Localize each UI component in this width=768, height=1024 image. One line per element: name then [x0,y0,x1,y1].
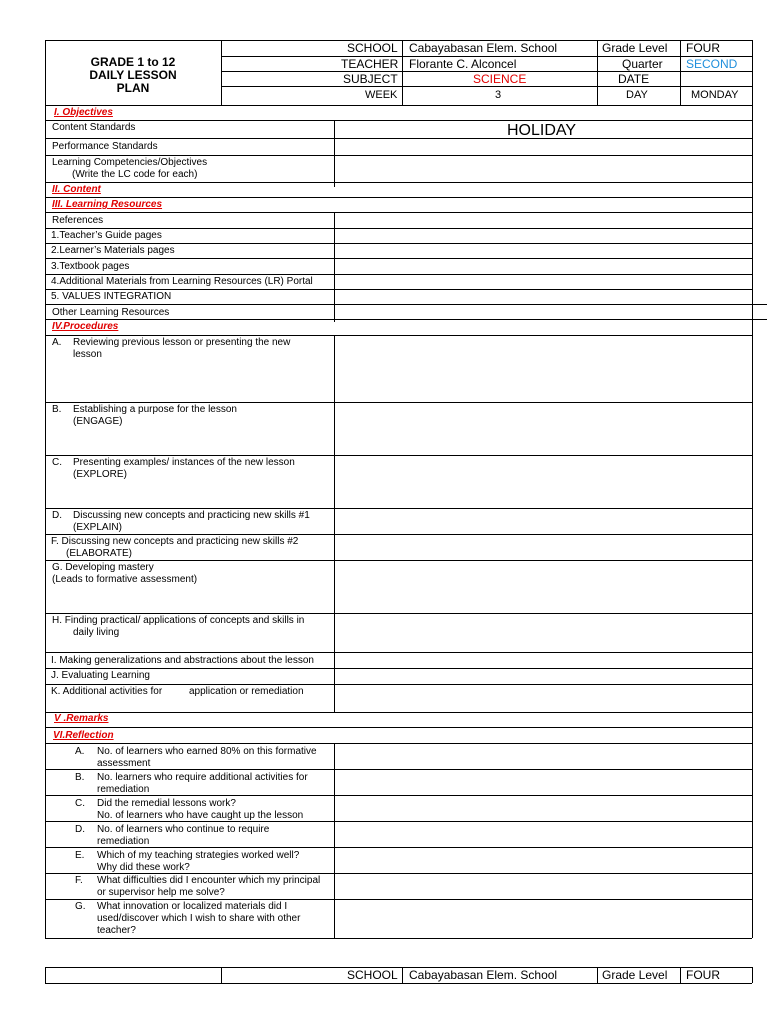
subject-value: SCIENCE [473,72,527,86]
competencies-label-line-1: Learning Competencies/Objectives [52,157,208,168]
values-integration-label: 5. VALUES INTEGRATION [51,291,172,302]
subject-label: SUBJECT [343,72,398,86]
reflection-g-line-3: teacher? [97,925,136,936]
reflection-b-line-1: No. learners who require additional activities for [97,772,308,783]
reflection-e-letter: E. [75,850,85,861]
reflection-e-line-1: Which of my teaching strategies worked well? [97,850,300,861]
reflection-a-letter: A. [75,746,85,757]
reflection-e-line-2: Why did these work? [97,862,190,873]
quarter-value: SECOND [686,57,738,71]
reflection-f-letter: F. [75,875,83,886]
reflection-f-line-2: or supervisor help me solve? [97,887,225,898]
next-school-value: Cabayabasan Elem. School [409,968,558,982]
procedure-k-line-2: application or remediation [189,686,304,697]
learners-materials-label: 2.Learner’s Materials pages [51,245,175,256]
procedure-a-line-2: lesson [73,349,102,360]
teacher-label: TEACHER [341,57,399,71]
procedure-d-line-2: (EXPLAIN) [73,522,122,533]
next-school-label: SCHOOL [347,968,398,982]
page-title [48,56,218,95]
procedure-h-line-1: H. Finding practical/ applications of concepts and skills in [52,615,305,626]
date-label: DATE [618,72,650,86]
day-label: DAY [626,89,648,101]
section-remarks: V .Remarks [54,713,109,724]
title-line-1: GRADE 1 to 12 [90,55,176,69]
procedure-k-line-1: K. Additional activities for [51,686,163,697]
procedure-b-line-2: (ENGAGE) [73,416,123,427]
grade-level-label: Grade Level [602,41,668,55]
school-label: SCHOOL [347,41,398,55]
reflection-g-line-2: used/discover which I wish to share with other [97,913,301,924]
procedure-c-line-2: (EXPLORE) [73,469,127,480]
procedure-c-line-1: Presenting examples/ instances of the new lesson [73,457,295,468]
procedure-a-letter: A. [52,337,62,348]
week-value: 3 [495,89,502,101]
title-line-3: PLAN [116,81,150,95]
reflection-g-line-1: What innovation or localized materials did I [97,901,288,912]
reflection-g-letter: G. [75,901,86,912]
procedure-d-line-1: Discussing new concepts and practicing new skills #1 [73,510,310,521]
section-procedures: IV.Procedures [52,321,119,332]
references-label: References [52,215,104,226]
next-grade-level-value: FOUR [686,968,720,982]
teachers-guide-label: 1.Teacher’s Guide pages [51,230,162,241]
reflection-a-line-2: assessment [97,758,151,769]
procedure-a-line-1: Reviewing previous lesson or presenting the new [73,337,291,348]
reflection-b-letter: B. [75,772,85,783]
reflection-d-letter: D. [75,824,85,835]
procedure-g-line-1: G. Developing mastery [52,562,154,573]
procedure-b-letter: B. [52,404,62,415]
reflection-b-line-2: remediation [97,784,150,795]
teacher-value: Florante C. Alconcel [409,57,517,71]
reflection-c-line-2: No. of learners who have caught up the lesson [97,810,304,821]
procedure-d-letter: D. [52,510,62,521]
procedure-f-line-2: (ELABORATE) [66,548,132,559]
grade-level-value: FOUR [686,41,720,55]
additional-materials-label: 4.Additional Materials from Learning Resources (LR) Portal [51,276,313,287]
school-value: Cabayabasan Elem. School [409,41,558,55]
procedure-g-line-2: (Leads to formative assessment) [52,574,198,585]
competencies-label-line-2: (Write the LC code for each) [72,169,198,180]
day-value: MONDAY [691,89,739,101]
section-content: II. Content [52,184,101,195]
procedure-b-line-1: Establishing a purpose for the lesson [73,404,237,415]
procedure-j-label: J. Evaluating Learning [51,670,150,681]
procedure-c-letter: C. [52,457,62,468]
section-learning-resources: III. Learning Resources [52,199,163,210]
reflection-a-line-1: No. of learners who earned 80% on this formative [97,746,317,757]
other-resources-label: Other Learning Resources [52,307,170,318]
reflection-c-letter: C. [75,798,85,809]
holiday-text: HOLIDAY [507,122,577,139]
procedure-h-line-2: daily living [73,627,120,638]
textbook-label: 3.Textbook pages [51,261,130,272]
week-label: WEEK [365,89,398,101]
procedure-i-label: I. Making generalizations and abstractions about the lesson [51,655,314,666]
reflection-f-line-1: What difficulties did I encounter which my principal [97,875,321,886]
reflection-d-line-1: No. of learners who continue to require [97,824,270,835]
reflection-c-line-1: Did the remedial lessons work? [97,798,236,809]
reflection-d-line-2: remediation [97,836,150,847]
next-grade-level-label: Grade Level [602,968,668,982]
title-line-2: DAILY LESSON [89,68,177,82]
section-reflection: VI.Reflection [53,730,114,741]
procedure-f-line-1: F. Discussing new concepts and practicing new skills #2 [51,536,299,547]
performance-standards-label: Performance Standards [52,141,158,152]
content-standards-label: Content Standards [52,122,136,133]
quarter-label: Quarter [622,57,663,71]
section-objectives: I. Objectives [54,107,113,118]
